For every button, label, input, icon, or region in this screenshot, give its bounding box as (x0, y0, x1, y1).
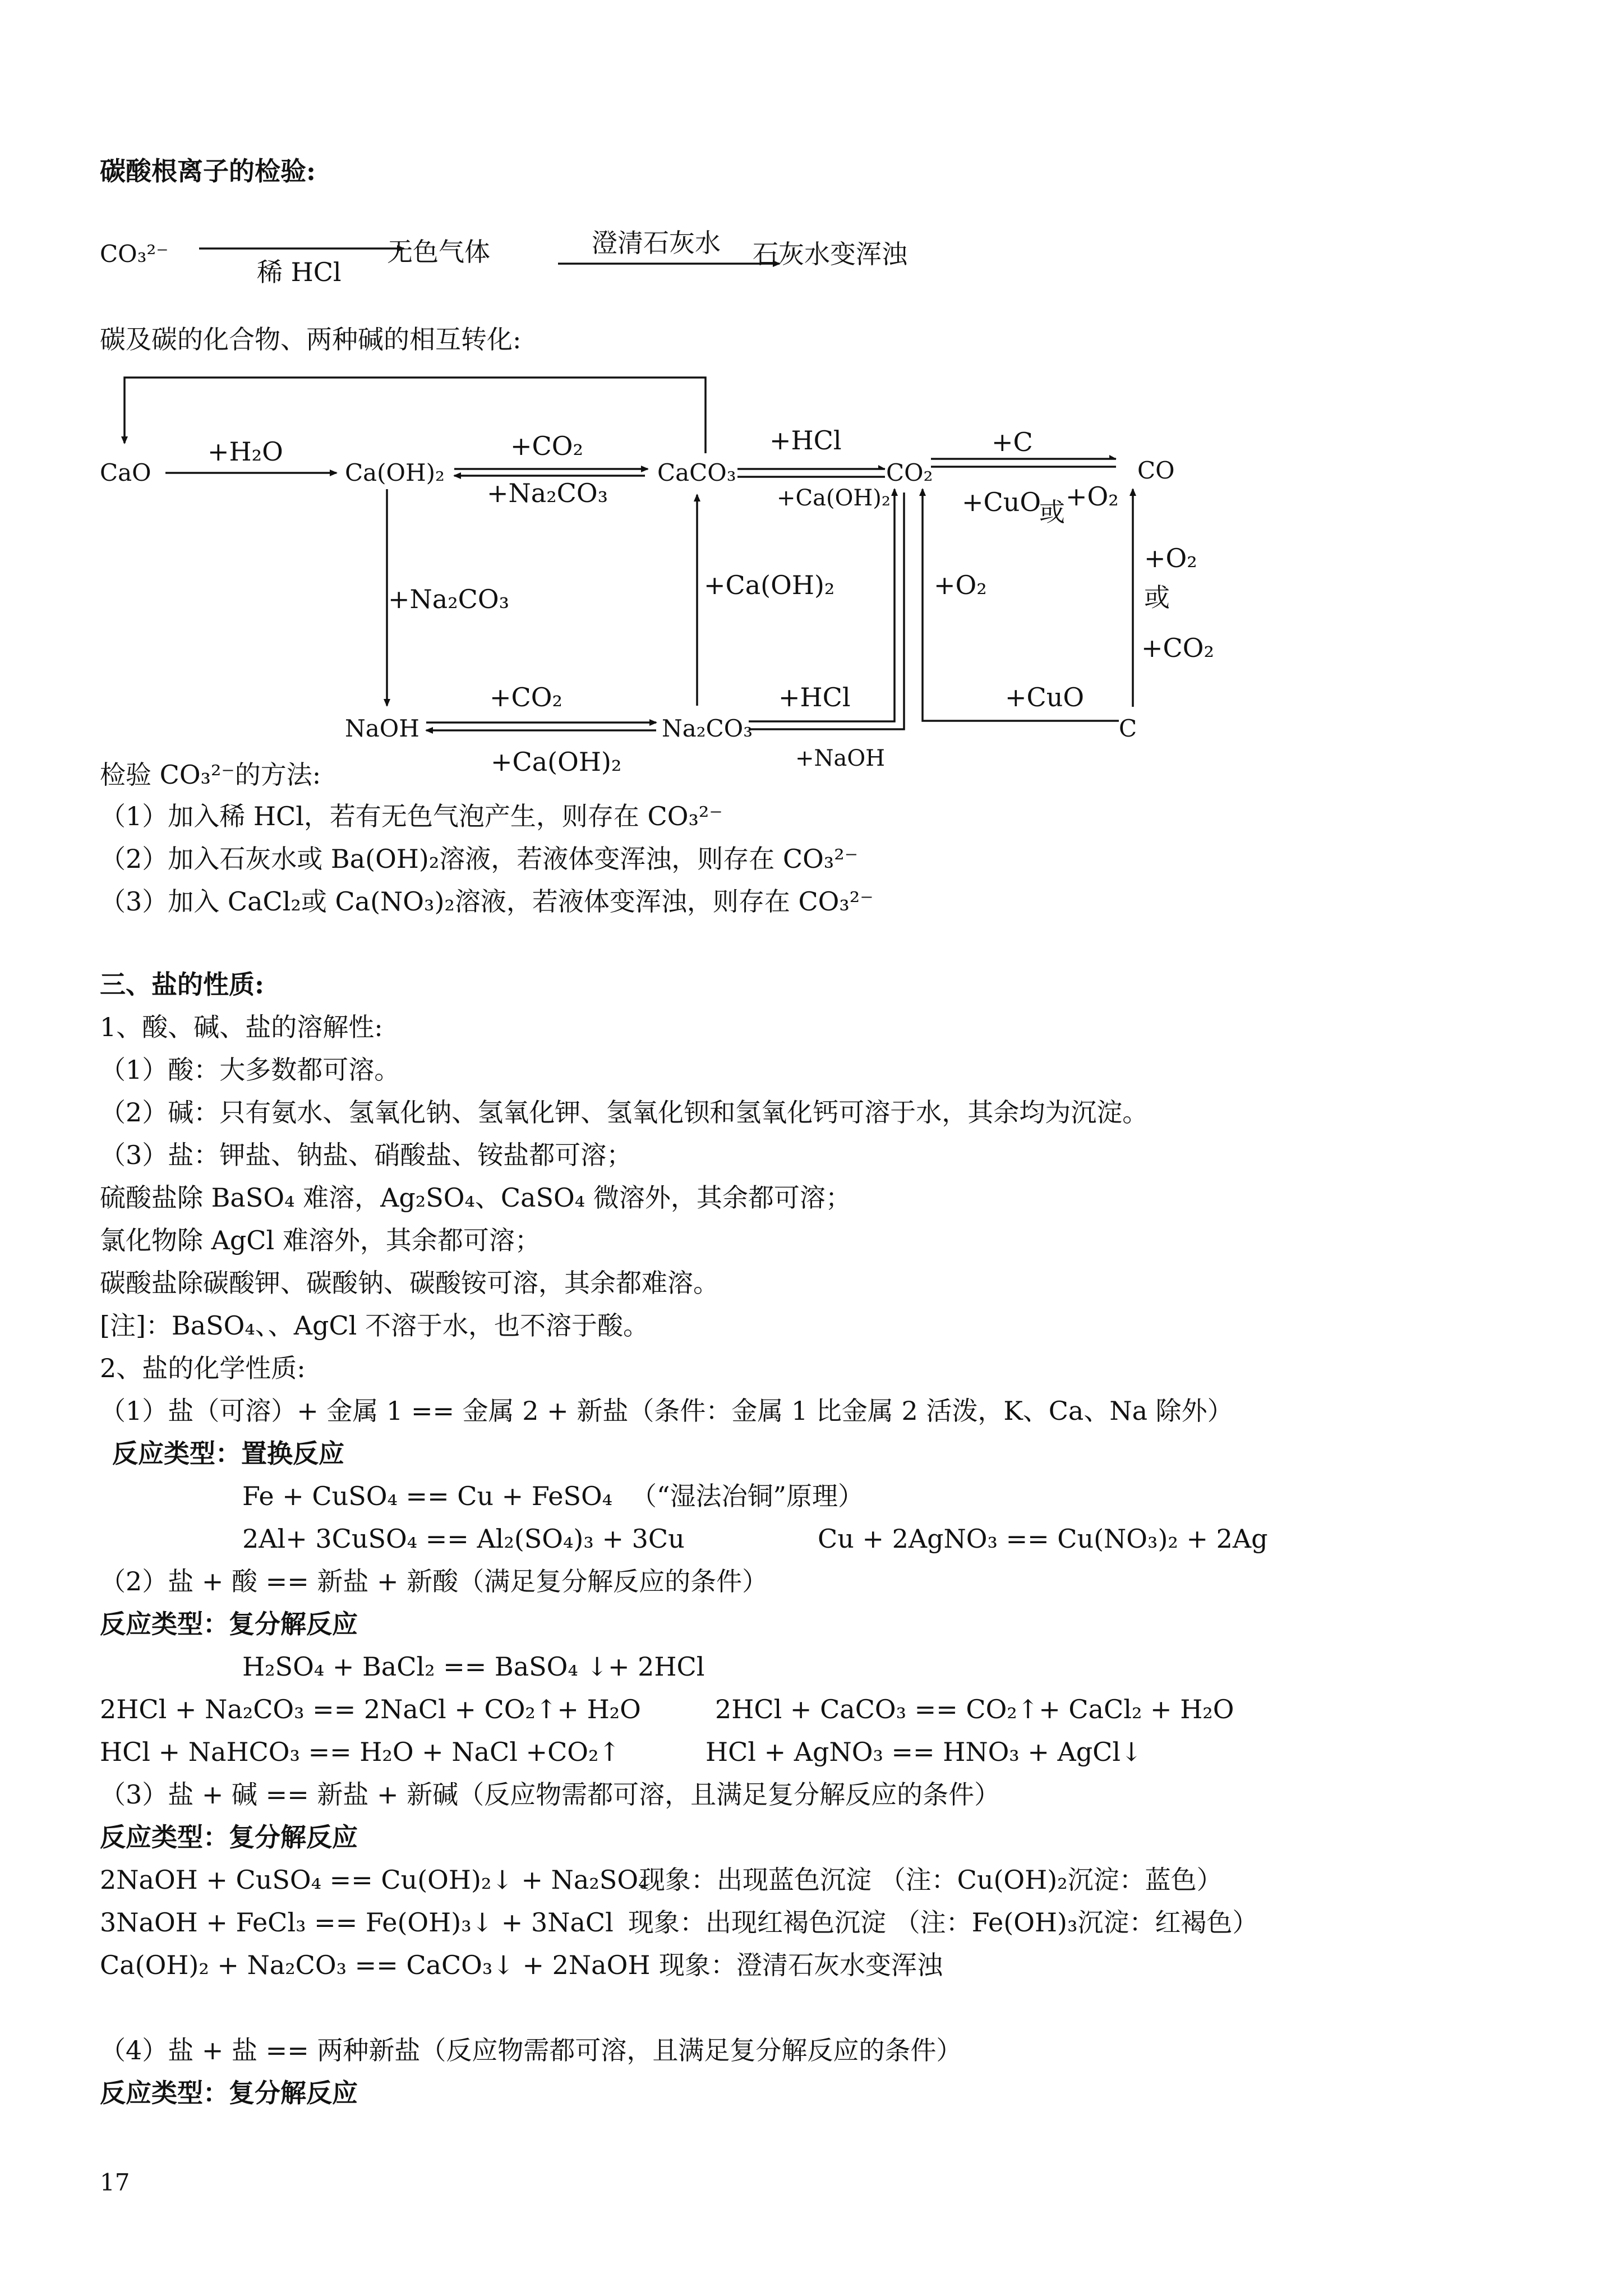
node-naoh: NaOH (345, 715, 419, 742)
method-title: 检验 CO₃²⁻的方法: (100, 760, 321, 790)
reaction-type: 反应类型：复分解反应 (100, 1822, 358, 1852)
text-line: （1）酸：大多数都可溶。 (100, 1055, 400, 1085)
reaction-type: 反应类型：置换反应 (112, 1438, 344, 1469)
text-line: 1、酸、碱、盐的溶解性: (100, 1012, 383, 1042)
label-na2co3-co2-top: +HCl (778, 682, 851, 712)
flow-arrow2-label: 澄清石灰水 (592, 228, 721, 258)
carbonate-test-title: 碳酸根离子的检验: (100, 156, 316, 186)
label-co2-co-bottom: +CuO (962, 487, 1041, 517)
text-line: [注]：BaSO₄、、AgCl 不溶于水，也不溶于酸。 (100, 1310, 649, 1341)
label-caoh2-caco3-bottom: +Na₂CO₃ (487, 478, 608, 508)
label-naoh-na2co3-top: +CO₂ (490, 682, 562, 712)
text-line: （1）盐（可溶）+ 金属 1 == 金属 2 + 新盐（条件：金属 1 比金属 2 活泼，K、Ca、Na 除外） (100, 1396, 1233, 1426)
method-item: （3）加入 CaCl₂或 Ca(NO₃)₂溶液，若液体变浑浊，则存在 CO₃²⁻ (100, 886, 874, 917)
equation: H₂SO₄ + BaCl₂ == BaSO₄ ↓+ 2HCl (242, 1651, 705, 1682)
equation: Fe + CuSO₄ == Cu + FeSO₄ (242, 1481, 613, 1511)
label-co2-co-top: +C (992, 427, 1033, 457)
reaction-type: 反应类型：复分解反应 (100, 2078, 358, 2108)
label-na2co3-caco3: +Ca(OH)₂ (704, 570, 835, 600)
label-cao-caoh2: +H₂O (208, 436, 283, 467)
flow-start: CO₃²⁻ (100, 240, 169, 268)
label-co2-o2: +O₂ (934, 570, 987, 600)
flow-arrow1-label: 稀 HCl (257, 257, 342, 287)
text-line: （2）盐 + 酸 == 新盐 + 新酸（满足复分解反应的条件） (100, 1566, 768, 1596)
section-title: 三、盐的性质: (100, 969, 264, 1000)
equation: 2HCl + Na₂CO₃ == 2NaCl + CO₂↑+ H₂O (100, 1694, 641, 1724)
label-caoh2-naoh: +Na₂CO₃ (388, 584, 510, 614)
label-co2-co-o2: +O₂ (1066, 481, 1119, 512)
node-c: C (1119, 715, 1137, 742)
text-line: （3）盐：钾盐、钠盐、硝酸盐、铵盐都可溶； (100, 1140, 633, 1170)
label-na2co3-co2-bottom: +NaOH (795, 746, 886, 771)
equation-note: 现象：出现红褐色沉淀 （注：Fe(OH)₃沉淀：红褐色） (628, 1907, 1258, 1938)
text-line: 2、盐的化学性质: (100, 1353, 306, 1383)
method-item: （2）加入石灰水或 Ba(OH)₂溶液，若液体变浑浊，则存在 CO₃²⁻ (100, 844, 858, 874)
text-line: （4）盐 + 盐 == 两种新盐（反应物需都可溶，且满足复分解反应的条件） (100, 2035, 962, 2065)
label-naoh-na2co3-bottom: +Ca(OH)₂ (491, 747, 622, 777)
label-caco3-co2-bottom: +Ca(OH)₂ (777, 485, 891, 511)
text-line: 碳酸盐除碳酸钾、碳酸钠、碳酸铵可溶，其余都难溶。 (100, 1268, 719, 1298)
node-co: CO (1137, 457, 1175, 484)
text-line: 硫酸盐除 BaSO₄ 难溶，Ag₂SO₄、CaSO₄ 微溶外，其余都可溶； (100, 1182, 851, 1213)
flow-end: 石灰水变浑浊 (753, 239, 907, 269)
reaction-type: 反应类型：复分解反应 (100, 1609, 358, 1639)
equation-note: 现象：澄清石灰水变浑浊 (659, 1950, 943, 1980)
label-c-co-co2: +CO₂ (1141, 633, 1214, 663)
equation-note: （“湿法冶铜”原理） (631, 1481, 864, 1511)
equation: 3NaOH + FeCl₃ == Fe(OH)₃↓ + 3NaCl (100, 1907, 614, 1938)
equation: 2HCl + CaCO₃ == CO₂↑+ CaCl₂ + H₂O (715, 1694, 1234, 1724)
equation: Ca(OH)₂ + Na₂CO₃ == CaCO₃↓ + 2NaOH (100, 1950, 651, 1980)
equation: 2Al+ 3CuSO₄ == Al₂(SO₄)₃ + 3Cu (242, 1524, 685, 1554)
page-number: 17 (100, 2169, 130, 2196)
equation: Cu + 2AgNO₃ == Cu(NO₃)₂ + 2Ag (818, 1524, 1268, 1554)
equation: HCl + NaHCO₃ == H₂O + NaCl +CO₂↑ (100, 1737, 620, 1767)
equation: HCl + AgNO₃ == HNO₃ + AgCl↓ (706, 1737, 1142, 1767)
node-caco3: CaCO₃ (657, 459, 736, 486)
node-na2co3: Na₂CO₃ (662, 715, 753, 742)
method-item: （1）加入稀 HCl，若有无色气泡产生，则存在 CO₃²⁻ (100, 801, 723, 831)
text-line: （2）碱：只有氨水、氢氧化钠、氢氧化钾、氢氧化钡和氢氧化钙可溶于水，其余均为沉淀。 (100, 1097, 1149, 1128)
flow-mid: 无色气体 (387, 237, 490, 267)
label-caco3-co2-top: +HCl (769, 425, 842, 455)
label-c-co2: +CuO (1005, 682, 1085, 712)
label-caoh2-caco3-top: +CO₂ (510, 431, 583, 461)
label-co2-co-or: 或 (1039, 497, 1065, 527)
label-c-co-or: 或 (1144, 582, 1170, 613)
node-cao: CaO (100, 459, 151, 486)
label-c-co-o2: +O₂ (1144, 543, 1197, 573)
equation: 2NaOH + CuSO₄ == Cu(OH)₂↓ + Na₂SO₄ (100, 1865, 649, 1895)
diagram-title: 碳及碳的化合物、两种碱的相互转化: (100, 324, 522, 355)
text-line: 氯化物除 AgCl 难溶外，其余都可溶； (100, 1225, 541, 1255)
equation-note: 现象：出现蓝色沉淀 （注：Cu(OH)₂沉淀：蓝色） (639, 1865, 1223, 1895)
node-caoh2: Ca(OH)₂ (345, 459, 445, 486)
text-line: （3）盐 + 碱 == 新盐 + 新碱（反应物需都可溶，且满足复分解反应的条件） (100, 1779, 1000, 1810)
node-co2: CO₂ (886, 459, 933, 486)
